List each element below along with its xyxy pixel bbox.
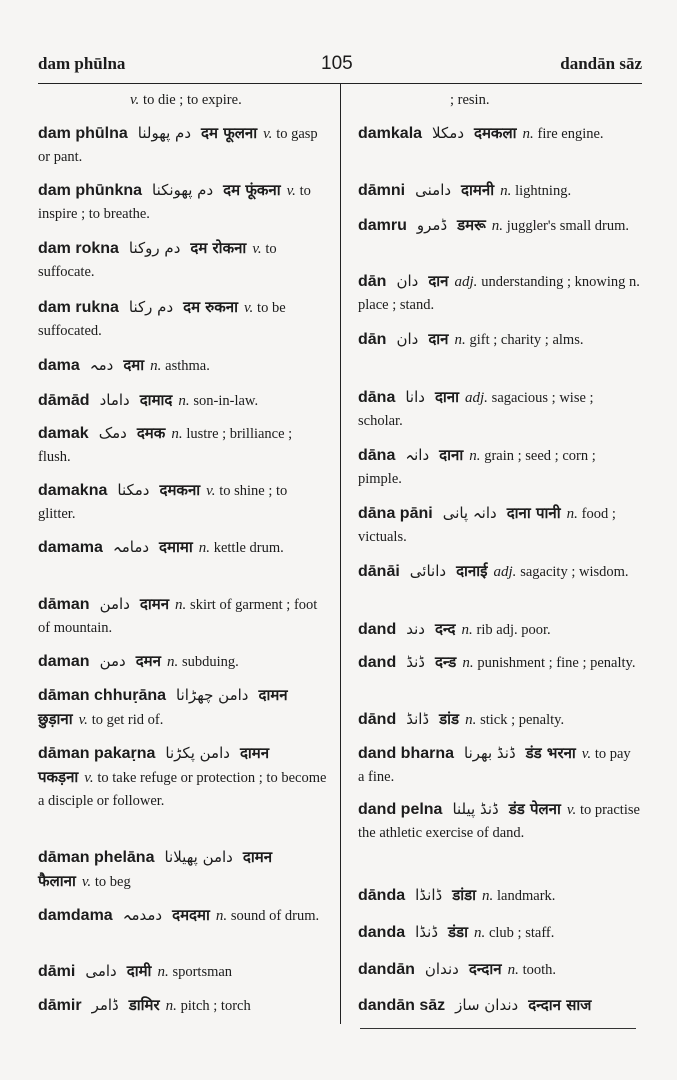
entry-urdu: دانائی (409, 562, 447, 580)
dictionary-entry (358, 708, 640, 732)
entry-hindi: दमकला (474, 124, 517, 142)
entry-urdu: دند (406, 620, 425, 638)
dictionary-entry (38, 422, 328, 469)
entry-definition: gift ; charity ; alms. (469, 332, 584, 348)
entry-urdu: ڈنڈ (406, 653, 425, 671)
column-divider (340, 84, 341, 1024)
dictionary-entry (38, 88, 394, 112)
entry-part-of-speech: n. (522, 126, 534, 142)
entry-hindi: दान (428, 330, 449, 348)
entry-definition: to beg (94, 874, 131, 890)
entry-headword: damakna (38, 482, 108, 499)
dictionary-entry (358, 122, 640, 146)
entry-part-of-speech: v. (78, 712, 88, 728)
entry-headword: damru (358, 217, 407, 234)
entry-definition: subduing. (181, 654, 239, 670)
entry-headword: damkala (358, 125, 423, 142)
entry-headword: dama (38, 357, 80, 374)
entry-headword: dāman chhuṛāna (38, 687, 167, 704)
dictionary-entry (358, 214, 640, 238)
entry-definition: to die ; to expire. (143, 92, 242, 108)
entry-part-of-speech: v. (81, 874, 92, 890)
entry-hindi: डांडा (452, 886, 477, 904)
entry-headword: dāna pāni (358, 505, 433, 522)
entry-definition: to shine ; to glitter. (38, 483, 288, 522)
entry-urdu: ڈنڈ پیلنا (452, 800, 499, 818)
entry-hindi: दम रुकना (183, 298, 238, 316)
entry-headword: dam phūlna (38, 125, 128, 142)
dictionary-entry (38, 684, 328, 732)
entry-urdu: ڈانڈ (406, 710, 430, 728)
entry-hindi: डमरू (457, 216, 486, 234)
entry-urdu: دندان ساز (455, 996, 519, 1014)
entry-part-of-speech: n. (454, 332, 466, 348)
entry-hindi: डंड भरना (525, 744, 576, 762)
entry-headword: dāna (358, 389, 396, 406)
dictionary-entry (358, 444, 640, 491)
entry-urdu: دمکلا (432, 124, 464, 142)
entry-part-of-speech: n. (500, 183, 512, 199)
entry-hindi: दम फूंकना (223, 181, 281, 199)
dictionary-entry (38, 296, 328, 343)
entry-urdu: دم روکنا (128, 239, 181, 257)
dictionary-entry (358, 921, 640, 945)
entry-headword: dānāi (358, 563, 400, 580)
entry-definition: sound of drum. (230, 908, 320, 924)
entry-hindi: दामन (139, 595, 170, 613)
entry-part-of-speech: n. (461, 622, 473, 638)
entry-part-of-speech: n. (215, 908, 228, 924)
entry-urdu: دانہ (405, 446, 430, 464)
entry-definition: sagacity ; wisdom. (520, 564, 629, 580)
page-number: 105 (321, 53, 353, 74)
entry-part-of-speech: v. (244, 300, 254, 316)
entry-headword: dāman phelāna (38, 849, 155, 866)
entry-definition: club ; staff. (488, 925, 555, 941)
entry-urdu: ڈنڈا (415, 923, 439, 941)
page-header (38, 50, 642, 80)
entry-part-of-speech: v. (581, 746, 592, 762)
dictionary-entry (38, 536, 328, 560)
dictionary-entry (38, 846, 328, 894)
entry-part-of-speech: n. (469, 448, 481, 464)
entry-hindi: दमकना (159, 481, 201, 499)
entry-part-of-speech: v. (566, 802, 577, 818)
entry-hindi: दामन छुड़ाना (38, 686, 288, 728)
entry-urdu: دان (396, 272, 419, 290)
entry-headword: dāmi (38, 963, 76, 980)
entry-hindi: दमन (135, 652, 161, 670)
dictionary-entry (358, 386, 640, 433)
entry-definition: juggler's small drum. (506, 218, 630, 234)
entry-part-of-speech: n. (491, 218, 504, 234)
entry-headword: dam rukna (38, 299, 119, 316)
entry-headword: daman (38, 653, 90, 670)
entry-headword: dāman (38, 596, 90, 613)
entry-definition: food ; victuals. (358, 506, 616, 545)
entry-part-of-speech: n. (473, 925, 486, 941)
entry-headword: dāman pakaṛna (38, 745, 156, 762)
entry-hindi: दमदमा (172, 906, 210, 924)
entry-headword: dān (358, 331, 387, 348)
entry-definition: stick ; penalty. (480, 712, 565, 728)
entry-hindi: दान (428, 272, 449, 290)
entry-part-of-speech: n. (166, 654, 179, 670)
entry-part-of-speech: n. (150, 358, 162, 374)
entry-part-of-speech: n. (465, 712, 477, 728)
entry-definition: to pay a fine. (358, 746, 631, 785)
entry-definition: son-in-law. (193, 393, 259, 409)
entry-urdu: دامن (99, 595, 130, 613)
entry-urdu: دامی (85, 962, 117, 980)
entry-hindi: दमामा (159, 538, 193, 556)
dictionary-entry (358, 560, 640, 584)
entry-definition: to take refuge or protection ; to become a disciple or follower. (38, 770, 327, 809)
dictionary-entry (358, 798, 640, 845)
footer-rule (360, 1028, 636, 1029)
entry-part-of-speech: v. (84, 770, 94, 786)
entry-headword: dand bharna (358, 745, 455, 762)
entry-definition: fire engine. (537, 126, 604, 142)
entry-part-of-speech: n. (175, 597, 187, 613)
dictionary-entry (38, 650, 328, 674)
dictionary-entry (38, 593, 328, 640)
entry-definition: understanding ; knowing n. place ; stand. (358, 274, 640, 313)
entry-urdu: داماد (99, 391, 130, 409)
entry-part-of-speech: adj. (454, 274, 478, 290)
entry-urdu: ڈمرو (416, 216, 448, 234)
guide-word-right: dandān sāz (560, 54, 642, 73)
dictionary-entry (38, 960, 328, 984)
entry-hindi: दन्द (434, 620, 456, 638)
entry-hindi: दामी (126, 962, 152, 980)
dictionary-entry (358, 328, 640, 352)
entry-definition: lightning. (515, 183, 572, 199)
entry-headword: damak (38, 425, 89, 442)
entry-urdu: دمک (98, 424, 127, 442)
entry-definition: to suffocate. (38, 241, 277, 280)
entry-definition: rib adj. poor. (476, 622, 551, 638)
entry-definition: asthma. (165, 358, 210, 374)
entry-part-of-speech: adj. (493, 564, 517, 580)
entry-urdu: دانا (405, 388, 425, 406)
entry-hindi: डंडा (448, 923, 468, 941)
dictionary-entry (358, 742, 640, 789)
entry-urdu: ڈامر (91, 996, 119, 1014)
entry-part-of-speech: n. (157, 964, 169, 980)
entry-urdu: دان (396, 330, 419, 348)
entry-part-of-speech: n. (507, 962, 519, 978)
entry-headword: dāna (358, 447, 396, 464)
entry-hindi: दामन पकड़ना (38, 744, 270, 786)
entry-definition: grain ; seed ; corn ; pimple. (358, 448, 596, 487)
entry-urdu: دامن چھڑانا (176, 686, 249, 704)
entry-hindi: दम फूलना (201, 124, 258, 142)
entry-headword: dandān (358, 961, 415, 978)
entry-part-of-speech: v. (263, 126, 273, 142)
dictionary-entry (358, 618, 640, 642)
entry-headword: dand (358, 654, 397, 671)
dictionary-entry (38, 389, 328, 413)
entry-urdu: دم رکنا (128, 298, 174, 316)
entry-hindi: दाना (434, 388, 459, 406)
entry-urdu: دمن (99, 652, 126, 670)
entry-headword: dāmni (358, 182, 406, 199)
entry-definition: to get rid of. (91, 712, 164, 728)
entry-definition: to inspire ; to breathe. (38, 183, 311, 222)
entry-definition: tooth. (522, 962, 557, 978)
dictionary-entry (38, 354, 328, 378)
entry-part-of-speech: n. (566, 506, 578, 522)
entry-headword: dam phūnkna (38, 182, 143, 199)
dictionary-entry (38, 904, 328, 928)
entry-hindi: दामनी (461, 181, 495, 199)
entry-headword: dam rokna (38, 240, 119, 257)
entry-hindi: डंड पेलना (508, 800, 561, 818)
entry-hindi: डामिर (128, 996, 160, 1014)
entry-definition: to gasp or pant. (38, 126, 318, 165)
guide-word-left: dam phūlna (38, 54, 126, 73)
entry-definition: to practise the athletic exercise of dand. (358, 802, 640, 841)
entry-part-of-speech: v. (206, 483, 216, 499)
entry-hindi: दन्दान (468, 960, 502, 978)
dictionary-entry (38, 179, 328, 226)
dictionary-entry (38, 122, 328, 169)
entry-headword: dāmir (38, 997, 82, 1014)
dictionary-entry (358, 651, 640, 675)
dictionary-entry (358, 994, 640, 1018)
entry-part-of-speech: v. (252, 241, 262, 257)
entry-definition: sagacious ; wise ; scholar. (358, 390, 594, 429)
entry-part-of-speech: v. (286, 183, 296, 199)
entry-hindi: दम रोकना (190, 239, 247, 257)
entry-definition: lustre ; brilliance ; flush. (38, 426, 293, 465)
entry-urdu: دامنی (415, 181, 452, 199)
entry-headword: damama (38, 539, 103, 556)
entry-urdu: ڈانڈا (415, 886, 443, 904)
entry-headword: dand (358, 621, 397, 638)
entry-headword: damdama (38, 907, 113, 924)
entry-headword: dāmād (38, 392, 90, 409)
entry-hindi: दामन फैलाना (38, 848, 273, 890)
entry-hindi: डांड (439, 710, 460, 728)
entry-hindi: दाना पानी (506, 504, 561, 522)
entry-urdu: دمامہ (112, 538, 150, 556)
entry-part-of-speech: n. (198, 540, 210, 556)
entry-hindi: दमक (136, 424, 166, 442)
entry-urdu: دامن پھیلانا (164, 848, 233, 866)
entry-urdu: دم پھونکنا (152, 181, 214, 199)
entry-part-of-speech: n. (482, 888, 494, 904)
entry-definition: sportsman (172, 964, 233, 980)
entry-definition: to be suffocated. (38, 300, 286, 339)
entry-urdu: دانہ پانی (442, 504, 497, 522)
dictionary-entry (38, 742, 328, 813)
entry-part-of-speech: adj. (465, 390, 488, 406)
dictionary-entry (358, 270, 640, 317)
entry-headword: dānd (358, 711, 397, 728)
entry-hindi: दन्ड (434, 653, 457, 671)
entry-definition: landmark. (497, 888, 556, 904)
entry-part-of-speech: n. (178, 393, 190, 409)
entry-urdu: دمہ (89, 356, 114, 374)
entry-urdu: ڈنڈ بھرنا (464, 744, 516, 762)
entry-hindi: दामाद (139, 391, 173, 409)
entry-headword: dānda (358, 887, 406, 904)
entry-urdu: دمدمہ (122, 906, 163, 924)
entry-urdu: دمکنا (117, 481, 150, 499)
entry-headword: danda (358, 924, 406, 941)
dictionary-entry (358, 179, 640, 203)
entry-hindi: दाना (439, 446, 464, 464)
entry-definition: ; resin. (450, 92, 490, 108)
dictionary-entry (358, 884, 640, 908)
entry-definition: skirt of garment ; foot of mountain. (38, 597, 318, 636)
entry-definition: kettle drum. (213, 540, 284, 556)
dictionary-entry (358, 958, 640, 982)
dictionary-entry (38, 479, 328, 526)
entry-part-of-speech: n. (165, 998, 177, 1014)
entry-urdu: دم پھولنا (137, 124, 192, 142)
entry-definition: punishment ; fine ; penalty. (477, 655, 636, 671)
entry-definition: pitch ; torch (180, 998, 251, 1014)
entry-hindi: दन्दान साज (528, 996, 592, 1014)
dictionary-entry (38, 994, 328, 1018)
entry-part-of-speech: v. (130, 92, 140, 108)
entry-hindi: दमा (123, 356, 145, 374)
entry-headword: dān (358, 273, 387, 290)
entry-urdu: دامن پکڑنا (165, 744, 230, 762)
dictionary-entry (358, 88, 677, 112)
entry-hindi: दानाई (456, 562, 488, 580)
entry-headword: dand pelna (358, 801, 443, 818)
dictionary-entry (38, 237, 328, 284)
entry-urdu: دندان (424, 960, 459, 978)
entry-part-of-speech: n. (171, 426, 183, 442)
entry-headword: dandān sāz (358, 997, 446, 1014)
dictionary-entry (358, 502, 640, 549)
entry-part-of-speech: n. (462, 655, 474, 671)
